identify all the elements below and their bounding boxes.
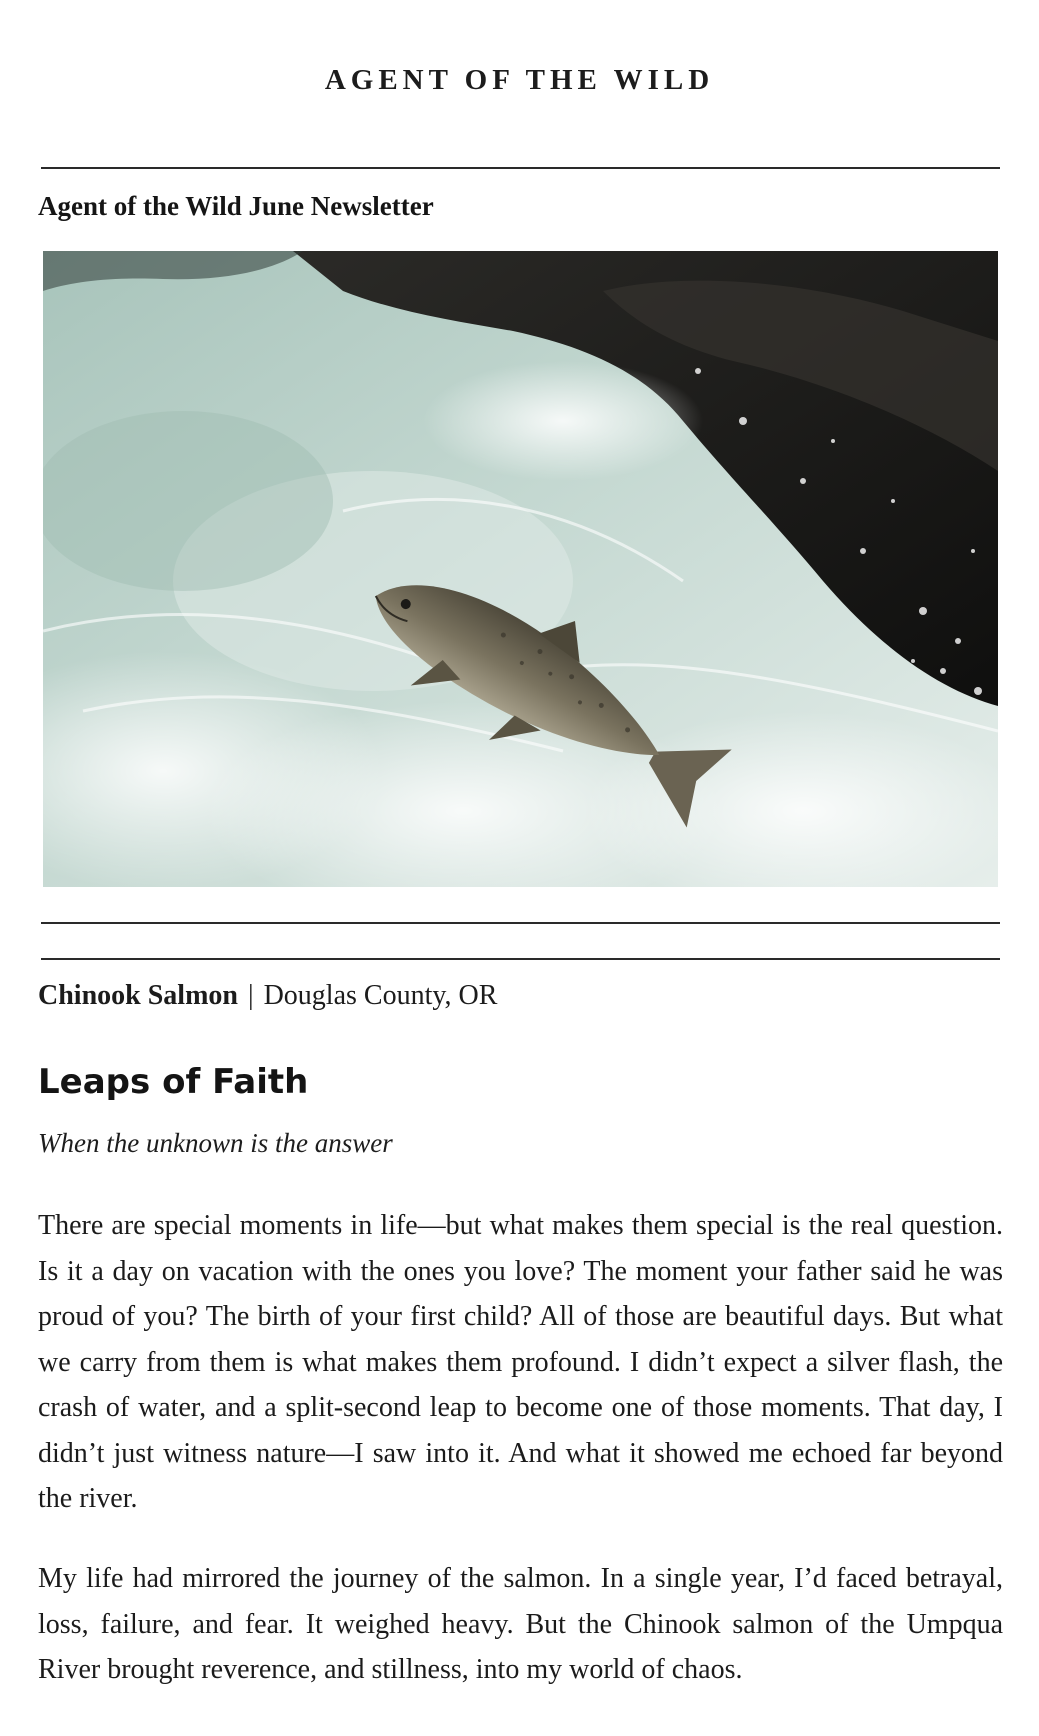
caption-species: Chinook Salmon (38, 980, 238, 1011)
article-subtitle: When the unknown is the answer (38, 1128, 393, 1158)
hero-image (43, 251, 998, 887)
article-paragraph: My life had mirrored the journey of the salmon. In a single year, I’d faced betrayal, loss, failure, and fear. It weighed heavy. But the Chinook salmon of the Umpqua River brought reverence, and stillness, into my world of chaos. (38, 1563, 1003, 1685)
site-brand[interactable]: AGENT OF THE WILD (324, 64, 715, 96)
photo-caption (38, 980, 497, 1012)
newsletter-title: Agent of the Wild June Newsletter (38, 191, 434, 221)
caption-location: Douglas County, OR (263, 980, 498, 1011)
divider-middle-1 (41, 922, 1000, 924)
divider-middle-2 (41, 958, 1000, 960)
leaping-salmon-photo (43, 251, 998, 887)
article-paragraph: There are special moments in life—but what makes them special is the real question. Is it a day on vacation with the ones you love? The moment your father said he was proud of you? The birth of your first child? All of those are beautiful days. But what we carry from them is what makes them profound. I didn’t expect a silver flash, the crash of water, and a split-second leap to become one of those moments. That day, I didn’t just witness nature—I saw into it. And what it showed me echoed far beyond the river. (38, 1210, 1003, 1514)
article-title: Leaps of Faith (38, 1062, 309, 1102)
caption-separator: | (247, 980, 254, 1011)
divider-top (41, 167, 1000, 169)
